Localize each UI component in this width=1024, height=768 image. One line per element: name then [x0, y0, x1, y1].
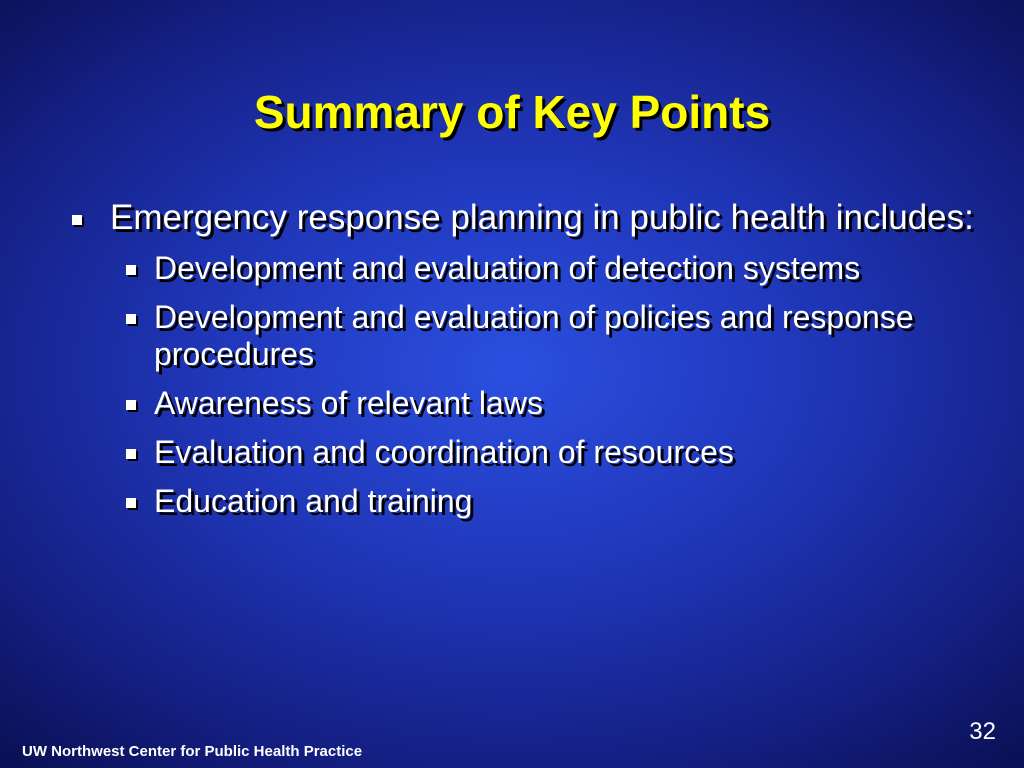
square-bullet-icon: [126, 314, 136, 324]
sub-bullet-item: [60, 385, 980, 422]
sub-bullet-text: Evaluation and coordination of resources: [154, 434, 734, 470]
sub-bullet-text: Awareness of relevant laws: [154, 385, 543, 421]
square-bullet-icon: [126, 400, 136, 410]
sub-bullet-item: [60, 299, 980, 373]
bullet-item: [60, 198, 980, 238]
bullet-text: Emergency response planning in public health includes:: [110, 198, 974, 237]
square-bullet-icon: [72, 215, 82, 225]
sub-bullet-list: [60, 250, 980, 520]
sub-bullet-text: Education and training: [154, 483, 473, 519]
sub-bullet-item: [60, 483, 980, 520]
square-bullet-icon: [126, 449, 136, 459]
slide-title: Summary of Key Points: [253, 86, 771, 138]
sub-bullet-text: Development and evaluation of detection systems: [154, 250, 861, 286]
footer-text: UW Northwest Center for Public Health Practice: [22, 743, 363, 760]
square-bullet-icon: [126, 265, 136, 275]
square-bullet-icon: [126, 498, 136, 508]
sub-bullet-text: Development and evaluation of policies and response procedures: [154, 299, 914, 372]
page-number: 32: [969, 718, 996, 745]
sub-bullet-item: [60, 434, 980, 471]
bullet-list: [60, 198, 980, 520]
sub-bullet-item: [60, 250, 980, 287]
